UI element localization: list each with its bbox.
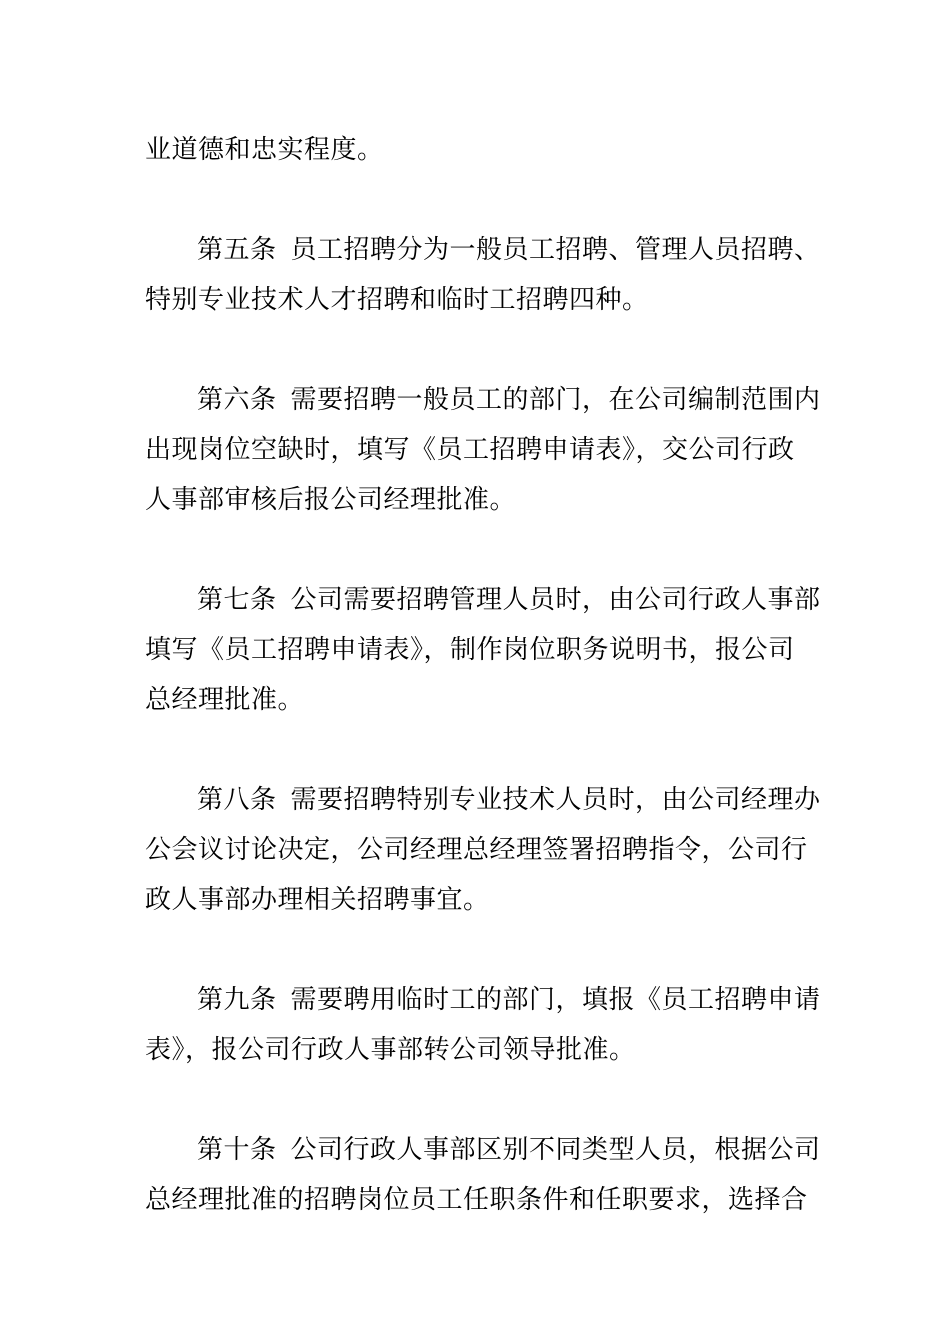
text-line: 总经理批准。: [145, 685, 305, 715]
text-line: 需要聘用临时工的部门，填报《员工招聘申请: [290, 985, 821, 1015]
article-8: [197, 782, 821, 818]
article-number: 第九条: [197, 985, 277, 1015]
text-line: 需要招聘一般员工的部门，在公司编制范围内: [290, 385, 821, 415]
article-5-line-2: [145, 282, 807, 318]
text-line: 公会议讨论决定，公司经理总经理签署招聘指令，公司行: [145, 835, 808, 865]
text-line: 人事部审核后报公司经理批准。: [145, 485, 517, 515]
article-8-line-2: [145, 832, 807, 868]
article-8-line-3: [145, 882, 807, 918]
article-10: [197, 1132, 821, 1168]
article-number: 第六条: [197, 385, 277, 415]
article-number: 第十条: [197, 1135, 277, 1165]
text-line: 需要招聘特别专业技术人员时，由公司经理办: [290, 785, 821, 815]
article-number: 第五条: [197, 235, 277, 265]
article-6: [197, 382, 821, 418]
text-line: 政人事部办理相关招聘事宜。: [145, 885, 490, 915]
text-line: 表》，报公司行政人事部转公司领导批准。: [145, 1035, 636, 1065]
continuation-line: [145, 132, 807, 168]
article-9-line-2: [145, 1032, 807, 1068]
text-line: 员工招聘分为一般员工招聘、管理人员招聘、: [290, 235, 821, 265]
text-line: 特别专业技术人才招聘和临时工招聘四种。: [145, 285, 649, 315]
text-line: 出现岗位空缺时，填写《员工招聘申请表》，交公司行政: [145, 435, 795, 465]
text-line: 总经理批准的招聘岗位员工任职条件和任职要求，选择合: [145, 1185, 808, 1215]
article-10-line-2: [145, 1182, 807, 1218]
text-line: 填写《员工招聘申请表》，制作岗位职务说明书，报公司: [145, 635, 795, 665]
text-line: 业道德和忠实程度。: [145, 135, 384, 165]
article-7-line-3: [145, 682, 807, 718]
article-7-line-2: [145, 632, 807, 668]
article-5: [197, 232, 821, 268]
text-line: 公司行政人事部区别不同类型人员，根据公司: [290, 1135, 821, 1165]
article-6-line-2: [145, 432, 807, 468]
article-6-line-3: [145, 482, 807, 518]
article-number: 第七条: [197, 585, 277, 615]
article-7: [197, 582, 821, 618]
article-9: [197, 982, 821, 1018]
text-line: 公司需要招聘管理人员时，由公司行政人事部: [290, 585, 821, 615]
article-number: 第八条: [197, 785, 277, 815]
